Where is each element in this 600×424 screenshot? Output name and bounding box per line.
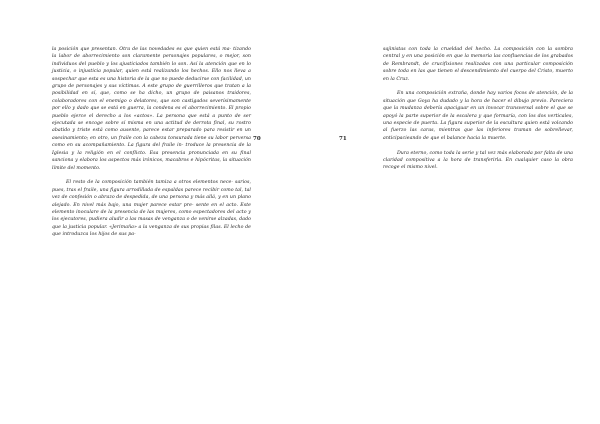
left-page-text [52,46,251,239]
right-page [300,0,600,424]
right-page-text [383,46,573,172]
right-paragraph-1: sajinistas con toda la crueldad del hecho. La composición con la sombra central y en una posición en que la memoria las confluencias de los grabados de Rembrandt, de crucifixiones realizadas con una particular composición sobre toda en las que tienen el descendimiento del cuerpo del Cristo, muerto en la Cruz. [383,47,573,82]
left-page-number: 70 [253,136,261,142]
right-page-number: 71 [339,136,347,142]
right-paragraph-3: Dura eterno, como toda la serie y tal vez más elaborada por falta de una claridad compositiva a la hora de transferirla. En cualquier caso la obra recoge el mismo nivel. [383,150,573,171]
left-paragraph-2: El resto de la composición también tamiza a otros elementos nece- sarios, pues, tras el fraile, una figura arrodillada de espaldas parece recibir como tal, tal vez de confesión o abrazo de despedida, de una persona y más allá, y en un plano alejado. En nivel más bajo, una mujer parece estar pre- sente en el acto. Este elemento inoculare de la presencia de las mujeres, como espectadores del acto y los ejecutores, pudiera aludir a las masas de venganza o de venirse alzadas, dado que la justicia popular. «Jerimaña» a la venganza de sus propias filas. El lecho de que introduzca los hijos de sus pa- [52,180,251,238]
right-paragraph-2: En una composición extraña, donde hay varios focos de atención, de la situación que Goya ha dudado y la hora de hacer el dibujo previo. Pareciera que la mudanza debería apaciguar en un invocar transversal sobre el que se apoyó la parte superior de la escalera y que formaría, con los dos verticales, una especie de puerta. La figura superior de la escultura quien está volcando al fuerzo las caras, mientras que las inferiores traman de sobrellevar, anticipacieando de que el balance hacia la muerte. [383,91,573,141]
left-paragraph-1: la posición que presentan. Otra de las novedades es que quien está ma- tizando la labor de aborrecimiento son claramente personajes populares, o mejor, son individuos del pueblo y los ajusticiados también lo son. Así la atención que en lo justicia, o injusticia popular, quien está realizando los hechos. Ello nos lleva a sospechar que esta es una historia de la que no puede deducirse con facilidad, un grupo de personajes y sus víctimas. A este grupo de guerrilleros que tratan a la posibilidad en sí, que, como se ha dicho, un grupo de paisanos traidores, colaboradores con el enemigo o delatores, que son castigados severísimamente por ello y dado que se está en guerra, la condena es el aborrecimiento. El propio pueblo ejerce el derecho a los «actos». La persona que está a punto de ser ejecutada se encoge sobre sí misma en una actitud de derrota final, su rostro abatido y triste está como ausente, parece estar preparado para resistir en un asesinamiento; en otro, un fraile con la cabeza tonsurada tiene su labor perversa como en su acompañamiento. La figura del fraile in- troduce la presencia de la Iglesia y la religión en el conflicto. Esa presencia pronunciada en su final sanciona y elabora los aspectos más irónicos, macabros e hipócritas, la situación límite del momento. [52,47,251,171]
